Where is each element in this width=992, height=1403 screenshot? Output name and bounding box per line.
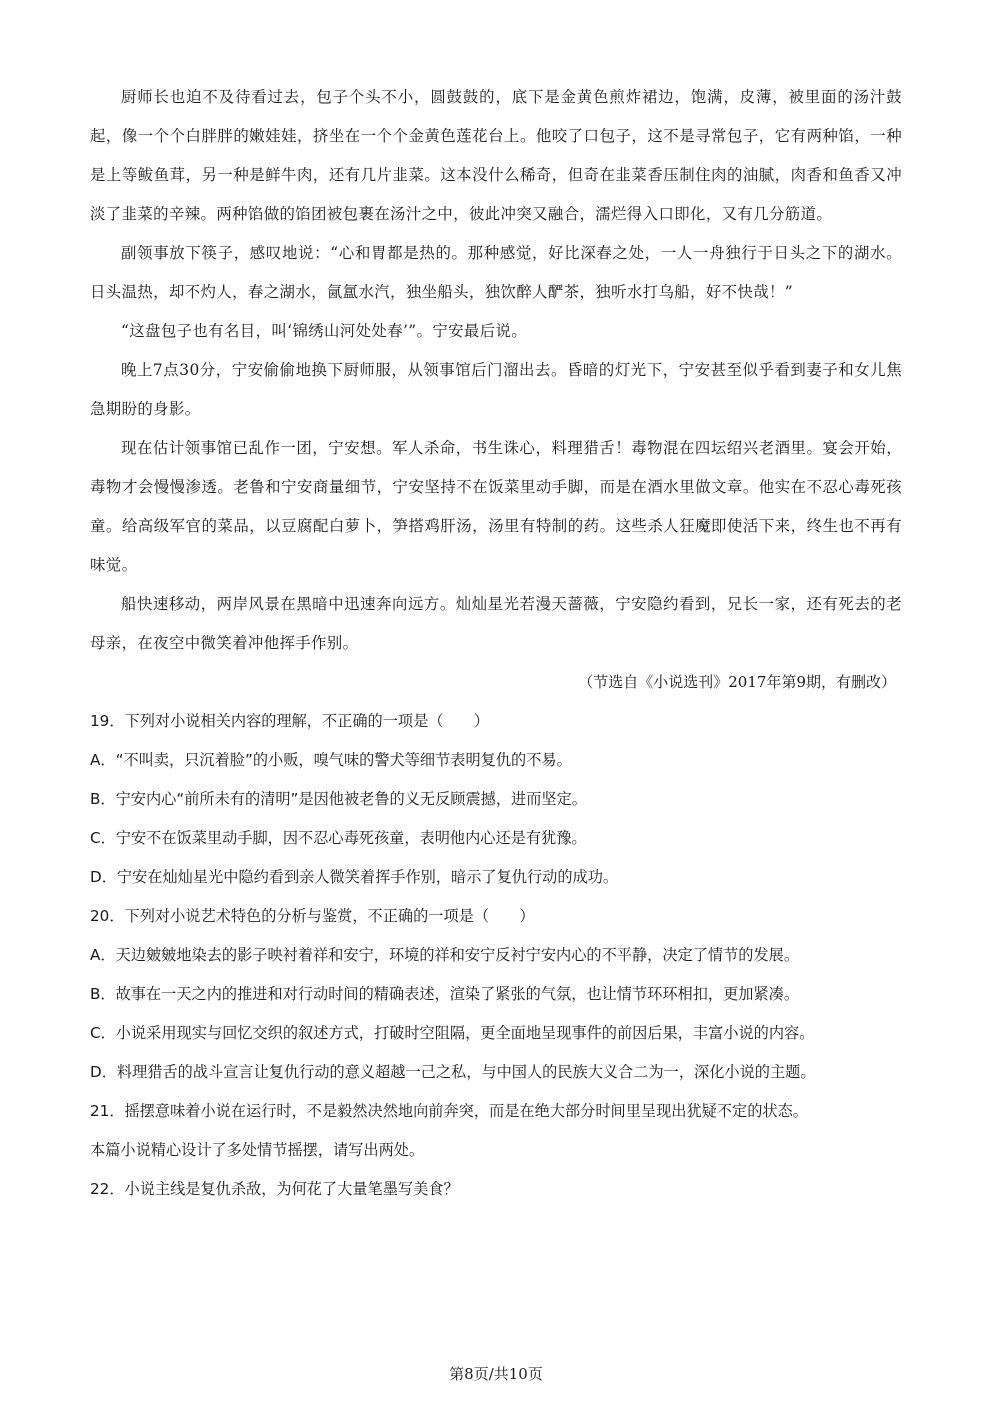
option-a: A．“不叫卖，只沉着脸”的小贩，嗅气味的警犬等细节表明复仇的不易。	[90, 751, 572, 769]
question-stem: 21．摇摆意味着小说在运行时，不是毅然决然地向前奔突，而是在绝大部分时间里呈现出犹疑不定的状态。	[90, 1102, 808, 1120]
question-stem: 22．小说主线是复仇杀敌，为何花了大量笔墨写美食？	[90, 1180, 459, 1198]
question-19	[90, 702, 902, 897]
passage-paragraph: “这盘包子也有名目，叫‘锦绣山河处处春’”。宁安最后说。	[121, 322, 528, 340]
question-22	[90, 1170, 902, 1209]
option-b: B．故事在一天之内的推进和对行动时间的精确表述，渲染了紧张的气氛，也让情节环环相扣，更加紧凑。	[90, 985, 800, 1003]
option-d: D．宁安在灿灿星光中隐约看到亲人微笑着挥手作别，暗示了复仇行动的成功。	[90, 868, 619, 886]
option-b: B．宁安内心“前所未有的清明”是因他被老鲁的义无反顾震撼，进而坚定。	[90, 790, 587, 808]
passage-paragraph: 船快速移动，两岸风景在黑暗中迅速奔向远方。灿灿星光若漫天蔷薇，宁安隐约看到，兄长一家，还有死去的老母亲，在夜空中微笑着冲他挥手作别。	[90, 595, 902, 652]
page-content	[90, 78, 902, 1209]
question-stem: 20．下列对小说艺术特色的分析与鉴赏，不正确的一项是（ ）	[90, 907, 535, 925]
option-d: D．料理猎舌的战斗宣言让复仇行动的意义超越一己之私，与中国人的民族大义合二为一，深化小说的主题。	[90, 1063, 816, 1081]
reading-passage	[90, 78, 902, 663]
option-a: A．天边皴皴地染去的影子映衬着祥和安宁，环境的祥和安宁反衬宁安内心的不平静，决定了情节的发展。	[90, 946, 800, 964]
question-stem: 19．下列对小说相关内容的理解，不正确的一项是（ ）	[90, 712, 490, 730]
question-20	[90, 897, 902, 1092]
passage-paragraph: 厨师长也迫不及待看过去，包子个头不小，圆鼓鼓的，底下是金黄色煎炸裙边，饱满，皮薄，被里面的汤汁鼓起，像一个个白胖胖的嫩娃娃，挤坐在一个个金黄色莲花台上。他咬了口包子，这不是寻常包子，它有两种馅，一种是上等鲅鱼茸，另一种是鲜牛肉，还有几片韭菜。这本没什么稀奇，但奇在韭菜香压制住肉的油腻，肉香和鱼香又冲淡了韭菜的辛辣。两种馅做的馅团被包裹在汤汁之中，彼此冲突又融合，濡烂得入口即化，又有几分筋道。	[90, 88, 902, 223]
passage-source: （节选自《小说选刊》2017年第9期，有删改）	[578, 673, 896, 691]
question-list	[90, 702, 902, 1209]
question-21	[90, 1092, 902, 1170]
passage-paragraph: 晚上7点30分，宁安偷偷地换下厨师服，从领事馆后门溜出去。昏暗的灯光下，宁安甚至似乎看到妻子和女儿焦急期盼的身影。	[90, 361, 902, 418]
passage-paragraph: 副领事放下筷子，感叹地说：“心和胃都是热的。那种感觉，好比深春之处，一人一舟独行于日头之下的湖水。日头温热，却不灼人，春之湖水，氤氲水汽，独坐船头，独饮醉人酽茶，独听水打乌船，好不快哉！”	[90, 244, 902, 301]
option-c: C．小说采用现实与回忆交织的叙述方式，打破时空阻隔，更全面地呈现事件的前因后果，丰富小说的内容。	[90, 1024, 815, 1042]
question-stem-continued: 本篇小说精心设计了多处情节摇摆，请写出两处。	[90, 1141, 425, 1159]
page-number: 第8页/共10页	[449, 1365, 543, 1383]
option-c: C．宁安不在饭菜里动手脚，因不忍心毒死孩童，表明他内心还是有犹豫。	[90, 829, 587, 847]
passage-paragraph: 现在估计领事馆已乱作一团，宁安想。军人杀命，书生诛心，料理猎舌！毒物混在四坛绍兴老酒里。宴会开始，毒物才会慢慢渗透。老鲁和宁安商量细节，宁安坚持不在饭菜里动手脚，而是在酒水里做文章。他实在不忍心毒死孩童。给高级军官的菜品，以豆腐配白萝卜，笋搭鸡肝汤，汤里有特制的药。这些杀人狂魔即使活下来，终生也不再有味觉。	[90, 439, 902, 574]
